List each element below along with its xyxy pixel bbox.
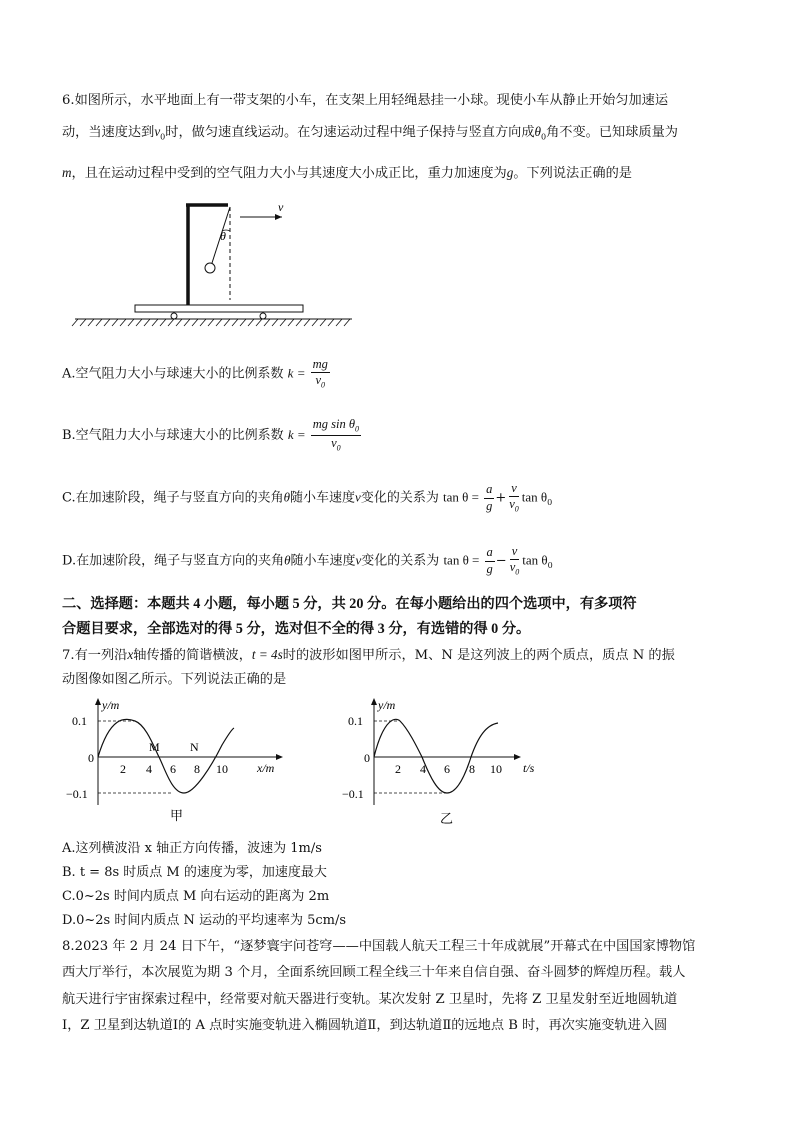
svg-text:8: 8 [194, 762, 200, 776]
svg-text:甲: 甲 [170, 808, 184, 823]
ground-hatch [312, 319, 318, 326]
ground-hatch [328, 319, 334, 326]
q8-line1: 8.2023 年 2 月 24 日下午，“逐梦寰宇问苍穹——中国载人航天工程三十年成就展”开幕式在中国国家博物馆 [62, 939, 696, 954]
svg-text:6: 6 [444, 762, 450, 776]
wave-graph-b [340, 695, 570, 830]
ground-hatch [264, 319, 270, 326]
q7-line1: 7.有一列沿x轴传播的简谐横波，t = 4s时的波形如图甲所示，M、N 是这列波上的两个质点，质点 N 的振 [62, 647, 675, 663]
svg-text:8: 8 [469, 762, 475, 776]
ground-hatch [200, 319, 206, 326]
svg-text:4: 4 [146, 762, 152, 776]
svg-text:10: 10 [216, 762, 228, 776]
ground-hatch [88, 319, 94, 326]
q6-option-a[interactable]: A.空气阻力大小与球速大小的比例系数 k = $\frac{mg}{v_0}$ [62, 357, 328, 390]
q6-option-b[interactable]: B.空气阻力大小与球速大小的比例系数 k = $\frac{mg \sin \theta_0}{v_0}$ [62, 417, 360, 453]
svg-text:t/s: t/s [523, 761, 535, 775]
q8-line2: 西大厅举行，本次展览为期 3 个月，全面系统回顾工程全线三十年来自信自强、奋斗圆梦的辉煌历程。载人 [62, 965, 686, 980]
q7-option-d[interactable]: D.0~2s 时间内质点 N 运动的平均速率为 5cm/s [62, 913, 347, 928]
ground-hatch [176, 319, 182, 326]
ground-hatch [72, 319, 78, 326]
svg-text:0.1: 0.1 [72, 714, 87, 728]
ground-hatch [272, 319, 278, 326]
ground-hatch [96, 319, 102, 326]
ground-hatch [280, 319, 286, 326]
ground-hatch [296, 319, 302, 326]
ground-hatch [104, 319, 110, 326]
svg-text:0.1: 0.1 [348, 714, 363, 728]
ground-hatch [120, 319, 126, 326]
svg-text:4: 4 [420, 762, 426, 776]
svg-text:y/m: y/m [102, 698, 120, 712]
svg-text:0: 0 [88, 751, 94, 765]
svg-text:0: 0 [364, 751, 370, 765]
ground-hatch [136, 319, 142, 326]
ground-hatch [80, 319, 86, 326]
svg-text:2: 2 [120, 762, 126, 776]
ground-hatch [224, 319, 230, 326]
section2-heading-2: 合题目要求，全部选对的得 5 分，选对但不全的得 3 分，有选错的得 0 分。 [62, 621, 531, 637]
svg-text:−0.1: −0.1 [342, 787, 364, 801]
svg-text:6: 6 [170, 762, 176, 776]
ground-hatch [304, 319, 310, 326]
ground-hatch [112, 319, 118, 326]
cart-figure [70, 195, 360, 330]
q8-line4: Ⅰ，Z 卫星到达轨道Ⅰ的 A 点时实施变轨进入椭圆轨道Ⅱ，到达轨道Ⅱ的远地点 B 时，再次实施变轨进入圆 [62, 1018, 668, 1033]
svg-text:N: N [190, 740, 199, 754]
ground-hatch [232, 319, 238, 326]
ground-hatch [128, 319, 134, 326]
wave-graph-a [62, 695, 292, 830]
svg-text:2: 2 [395, 762, 401, 776]
q8-line3: 航天进行宇宙探索过程中，经常要对航天器进行变轨。某次发射 Z 卫星时，先将 Z 卫星发射至近地圆轨道 [62, 992, 678, 1007]
svg-text:乙: 乙 [440, 811, 454, 826]
ground-hatch [144, 319, 150, 326]
q6-line3: m，且在运动过程中受到的空气阻力大小与其速度大小成正比，重力加速度为g。下列说法正确的是 [62, 165, 632, 181]
q7-line2: 动图像如图乙所示。下列说法正确的是 [62, 672, 287, 687]
svg-text:10: 10 [490, 762, 502, 776]
ground-hatch [256, 319, 262, 326]
ground-hatch [160, 319, 166, 326]
q6-option-d[interactable]: D.在加速阶段，绳子与竖直方向的夹角θ随小车速度v变化的关系为 tan θ = $\frac{a}{g}$ − $\frac{v}{v_0}$ $\tan \theta_0$ [62, 544, 553, 577]
ground-hatch [288, 319, 294, 326]
q7-option-a[interactable]: A.这列横波沿 x 轴正方向传播，波速为 1m/s [62, 841, 322, 856]
ground-hatch [208, 319, 214, 326]
ground-hatch [168, 319, 174, 326]
section2-heading-1: 二、选择题：本题共 4 小题，每小题 5 分，共 20 分。在每小题给出的四个选项中，有多项符 [62, 596, 637, 612]
ground-hatch [216, 319, 222, 326]
ground-hatch [336, 319, 342, 326]
ground-hatch [248, 319, 254, 326]
q7-option-c[interactable]: C.0~2s 时间内质点 M 向右运动的距离为 2m [62, 889, 330, 904]
svg-text:M: M [149, 740, 160, 754]
q6-line2: 动，当速度达到$v_0$时，做匀速直线运动。在匀速运动过程中绳子保持与竖直方向成$\theta_0$角不变。已知球质量为 [62, 124, 678, 142]
q6-option-c[interactable]: C.在加速阶段，绳子与竖直方向的夹角θ随小车速度v变化的关系为 tan θ = $\frac{a}{g}$ + $\frac{v}{v_0}$ $\tan \theta_0$ [62, 481, 553, 514]
ground-hatch [192, 319, 198, 326]
svg-text:v: v [278, 200, 284, 214]
ground-hatch [320, 319, 326, 326]
ground-hatch [152, 319, 158, 326]
svg-text:−0.1: −0.1 [66, 787, 88, 801]
q6-line1: 6.如图所示，水平地面上有一带支架的小车，在支架上用轻绳悬挂一小球。现使小车从静止开始匀加速运 [62, 93, 669, 108]
svg-text:y/m: y/m [378, 698, 396, 712]
ground-hatch [344, 319, 350, 326]
ground-hatch [184, 319, 190, 326]
q7-option-b[interactable]: B. t = 8s 时质点 M 的速度为零，加速度最大 [62, 865, 327, 880]
svg-text:θ: θ [220, 229, 226, 243]
svg-text:x/m: x/m [257, 761, 275, 775]
ground-hatch [240, 319, 246, 326]
